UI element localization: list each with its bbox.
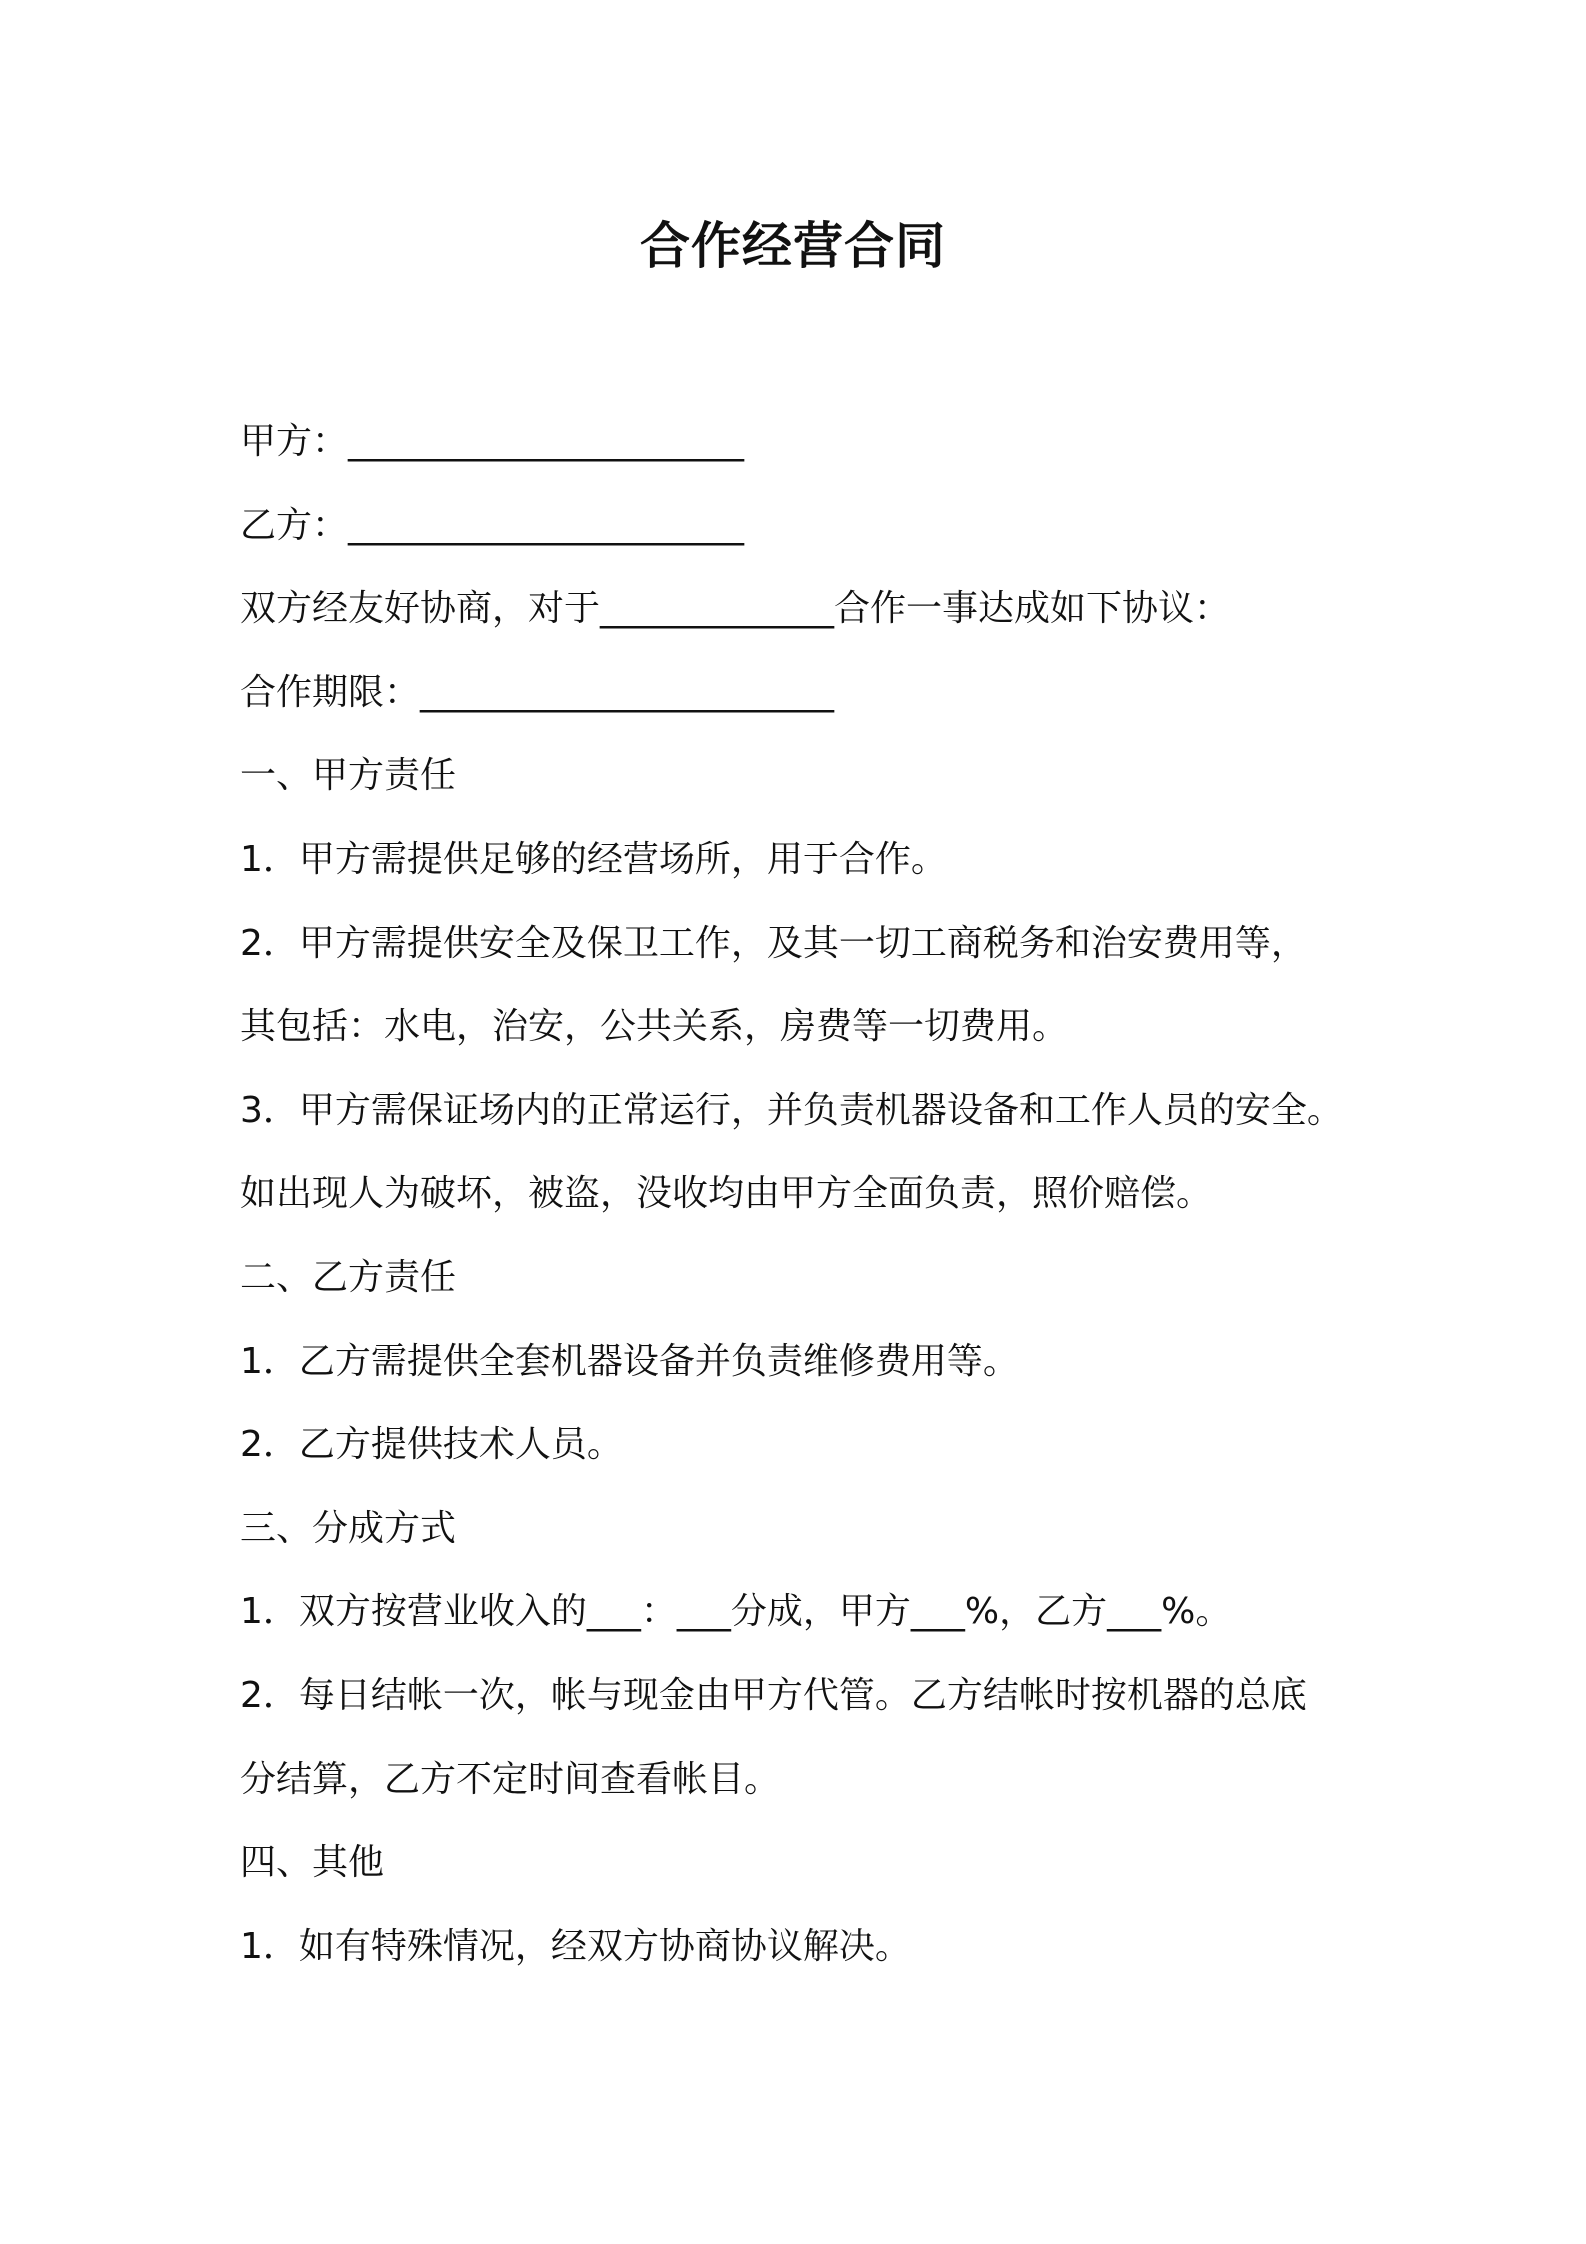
clause-b2: 2．乙方提供技术人员。 (240, 1424, 623, 1466)
agreement-intro: 双方经友好协商，对于_____________合作一事达成如下协议： (240, 588, 1231, 630)
section-heading-other: 四、其他 (240, 1842, 385, 1884)
clause-a2-continued: 其包括：水电，治安，公共关系，房费等一切费用。 (240, 1006, 1069, 1048)
clause-d1: 1．如有特殊情况，经双方协商协议解决。 (240, 1925, 911, 1967)
party-b-line: 乙方：______________________ (240, 504, 745, 546)
section-heading-party-a-duties: 一、甲方责任 (240, 755, 457, 797)
party-a-line: 甲方：______________________ (240, 421, 745, 462)
section-heading-party-b-duties: 二、乙方责任 (240, 1256, 457, 1298)
clause-a3: 3．甲方需保证场内的正常运行，并负责机器设备和工作人员的安全。 (240, 1089, 1343, 1131)
clause-c2-continued: 分结算，乙方不定时间查看帐目。 (240, 1758, 781, 1800)
section-heading-profit-split: 三、分成方式 (240, 1507, 457, 1549)
clause-a1: 1．甲方需提供足够的经营场所，用于合作。 (240, 838, 947, 880)
clause-b1: 1．乙方需提供全套机器设备并负责维修费用等。 (240, 1340, 1019, 1382)
clause-a2: 2．甲方需提供安全及保卫工作，及其一切工商税务和治安费用等， (240, 922, 1307, 964)
contract-body (240, 400, 1400, 1988)
clause-c2: 2．每日结帐一次，帐与现金由甲方代管。乙方结帐时按机器的总底 (240, 1674, 1307, 1716)
cooperation-term-line: 合作期限：_______________________ (240, 671, 835, 713)
clause-a3-continued: 如出现人为破坏，被盗，没收均由甲方全面负责，照价赔偿。 (240, 1173, 1213, 1215)
document-title: 合作经营合同 (640, 217, 946, 275)
clause-c1: 1．双方按营业收入的___：___分成，甲方___%，乙方___%。 (240, 1591, 1232, 1633)
